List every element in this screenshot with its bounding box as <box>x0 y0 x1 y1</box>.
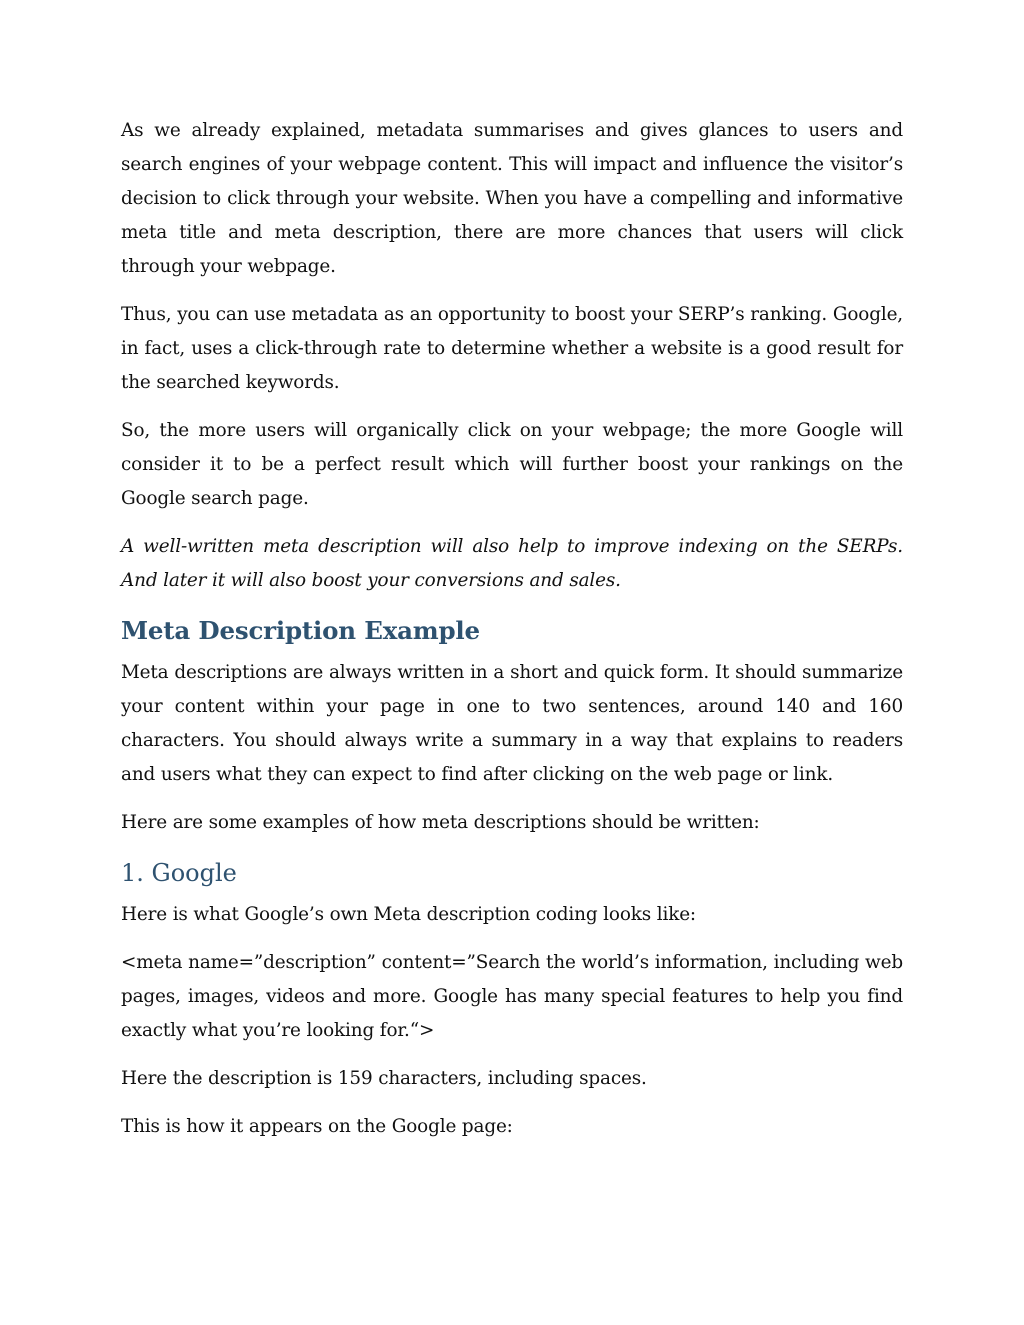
document-page <box>121 114 903 1158</box>
paragraph-google-page-appearance: This is how it appears on the Google page: <box>121 1116 513 1137</box>
paragraph-character-count: Here the description is 159 characters, including spaces. <box>121 1068 647 1089</box>
paragraph-serp-ranking: Thus, you can use metadata as an opportunity to boost your SERP’s ranking. Google, in fact, uses a click-through rate to determine whether a website is a good result for the searched keywords. <box>121 304 903 393</box>
paragraph-meta-description-length: Meta descriptions are always written in a short and quick form. It should summarize your content within your page in one to two sentences, around 140 and 160 characters. You should always write a summary in a way that explains to readers and users what they can expect to find after clicking on the web page or link. <box>121 662 903 785</box>
paragraph-examples-intro: Here are some examples of how meta descriptions should be written: <box>121 812 760 833</box>
heading-google: 1. Google <box>121 859 237 887</box>
heading-meta-description-example: Meta Description Example <box>121 616 480 645</box>
paragraph-well-written-note: A well-written meta description will also help to improve indexing on the SERPs. And later it will also boost your conversions and sales. <box>121 536 903 591</box>
paragraph-organic-clicks: So, the more users will organically click on your webpage; the more Google will consider it to be a perfect result which will further boost your rankings on the Google search page. <box>121 420 903 509</box>
paragraph-google-coding: Here is what Google’s own Meta description coding looks like: <box>121 904 696 925</box>
paragraph-metadata-summary: As we already explained, metadata summarises and gives glances to users and search engines of your webpage content. This will impact and influence the visitor’s decision to click through your website. When you have a compelling and informative meta title and meta description, there are more chances that users will click through your webpage. <box>121 120 903 277</box>
paragraph-google-meta-tag: <meta name=”description” content=”Search the world’s information, including web pages, images, videos and more. Google has many special features to help you find exactly what you’re looking for.“> <box>121 952 903 1041</box>
